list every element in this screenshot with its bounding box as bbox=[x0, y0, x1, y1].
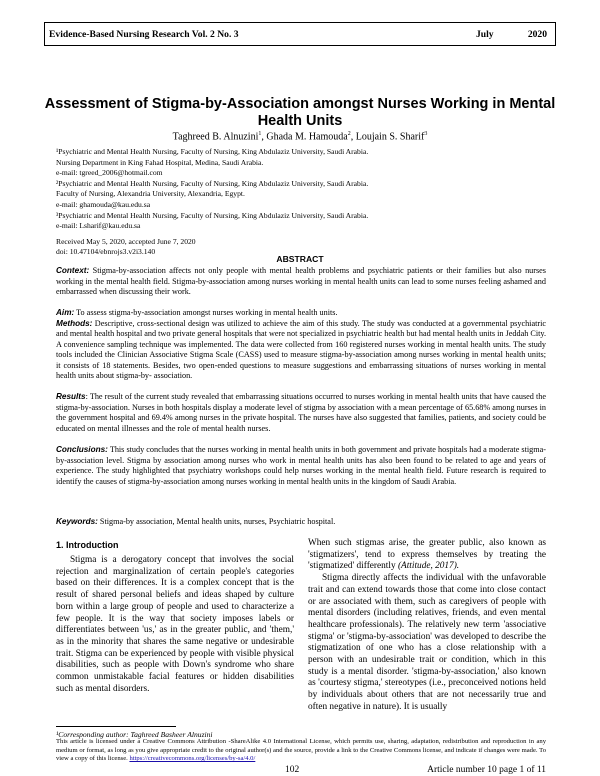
affiliation-line: ³Psychiatric and Mental Health Nursing, Faculty of Nursing, King Abdulaziz University, Saudi Arabia. bbox=[56, 210, 369, 220]
methods-label: Methods: bbox=[56, 318, 93, 328]
intro-paragraph: Stigma directly affects the individual with the unfavorable trait and can extend towards those that come into close contact or are associated with them, such as caregivers of people with mental disorders (including relatives, friends, and even mental healthcare professionals). The relatively new term 'associative stigma' or 'stigma-by-association' was developed to describe the stigmatization of one who has a close relationship with a person with an undesirable trait or condition, which in this study is a mental disorder. 'stigma-by-association,' also known as 'courtesy stigma,' stereotypes (i.e., preconceived notions held by individuals about others that are not necessarily true and often negative in nature). It is usually bbox=[308, 573, 546, 712]
section-heading: 1. Introduction bbox=[56, 540, 119, 550]
email-link[interactable]: e-mail: Lsharif@kau.edu.sa bbox=[56, 221, 141, 231]
doi-link[interactable]: doi: 10.47104/ebnrojs3.v2i3.140 bbox=[56, 247, 156, 256]
article-title: Assessment of Stigma-by-Association amongst Nurses Working in Mental Health Units bbox=[44, 96, 556, 129]
intro-column-left bbox=[56, 555, 294, 695]
article-number: Article number 10 page 1 of 11 bbox=[427, 765, 546, 775]
affiliation-line: Nursing Department in King Fahad Hospital, Medina, Saudi Arabia. bbox=[56, 157, 264, 167]
citation-link[interactable]: (Attitude, 2017). bbox=[397, 561, 460, 572]
author-list: Taghreed B. Alnuzini$^1$, Ghada M. Hamouda$^2$, Loujain S. Sharif$^3$ bbox=[172, 131, 428, 143]
methods-text: Descriptive, cross-sectional design was utilized to achieve the aim of this study. The study was conducted at a governmental psychiatric and mental health hospital and two private general hospitals that were not specialized in psychiatric health but had mental health units in Jeddah City. A convenience sampling technique was implemented. The data were collected from 160 registered nurses working in mental health units. The study tools included the Clinician Associative Stigma Scale (CASS) used to measure stigma-by-association among nurses working in mental health units; it consists of 18 statements. Besides, two open-ended questions to measure suggestions and embarrassing situations of nurses working in mental health units about stigma-by- association. bbox=[56, 318, 546, 380]
abstract-methods bbox=[56, 319, 546, 382]
email-link[interactable]: e-mail: tgreed_2006@hotmail.com bbox=[56, 168, 163, 178]
author-1-ref: 1 bbox=[258, 131, 262, 137]
issue-month: July bbox=[476, 29, 494, 40]
author-1[interactable]: Taghreed B. Alnuzini bbox=[172, 131, 259, 143]
keywords-text: Stigma-by association, Mental health units, nurses, Psychiatric hospital. bbox=[99, 517, 336, 526]
context-label: Context: bbox=[56, 266, 90, 275]
abstract-results bbox=[56, 392, 546, 434]
page-number: 102 bbox=[285, 765, 300, 775]
aim-text: To assess stigma-by-association amongst nurses working in mental health units. bbox=[76, 308, 338, 317]
context-text: Stigma-by-association affects not only people with mental health problems and psychiatric patients or their families but also nurses working in the mental health field. Stigma-by-association among nurses working in mental health units can lead to some nurses feeling ashamed and embarrassed when discussing their work. bbox=[56, 266, 546, 296]
author-3[interactable]: Loujain S. Sharif bbox=[355, 131, 425, 143]
license-text bbox=[56, 738, 546, 764]
results-text: : The result of the current study revealed that embarrassing situations occurred to nurses working in mental health units that have caused the stigma-by-association. Nurses in both hospitals display a moderate level of stigma by association with a mean percentage of 65.68% among nurses in the government hospital and 69.4% among nurses in the private hospital. The nurses have also suggested that families, patients, and society could be educated on mental illnesses and the role of mental health nurses. bbox=[56, 392, 546, 433]
email-link[interactable]: e-mail: ghamouda@kau.edu.sa bbox=[56, 200, 151, 209]
journal-name: Evidence-Based Nursing Research Vol. 2 No. 3 bbox=[49, 29, 239, 40]
corresponding-author: ¹Corresponding author: Taghreed Basheer Alnuzini bbox=[56, 730, 213, 739]
author-2-ref: 2 bbox=[347, 131, 351, 137]
intro-paragraph: Stigma is a derogatory concept that involves the social rejection and marginalization of certain people's categories based on their differences. It is a complex concept that is the result of shared personal beliefs and ideas shaped by culture born within a large group of people and used to characterize a few people. It is the way that society imposes labels or differentiates between 'us,' as in the greater public, and 'them,' as in the minority that shares the same negative or undesirable trait. Stigma can be experienced by people with visible physical disabilities, such as people with Down's syndrome who share common unmistakable facial features or hidden disabilities such as mental disorders. bbox=[56, 555, 294, 694]
footnote-divider bbox=[56, 726, 176, 727]
intro-paragraph bbox=[308, 538, 546, 573]
abstract-context bbox=[56, 266, 546, 298]
abstract-heading: ABSTRACT bbox=[276, 254, 324, 264]
abstract-conclusions bbox=[56, 445, 546, 487]
conclusions-label: Conclusions: bbox=[56, 445, 108, 454]
received-dates: Received May 5, 2020, accepted June 7, 2020 bbox=[56, 237, 196, 246]
abstract-aim bbox=[56, 308, 546, 319]
license-statement: This article is licensed under a Creative Commons Attribution -ShareAlike 4.0 International License, which permits use, sharing, adaptation, redistribution and reproduction in any medium or format, as long as you give appropriate credit to the original author(s) and the source, provide a link to the Creative Commons license, and indicate if changes were made. To view a copy of this license. bbox=[56, 738, 546, 762]
affiliation-line: Faculty of Nursing, Alexandria University, Alexandria, Egypt. bbox=[56, 189, 245, 199]
license-link[interactable]: https://creativecommons.org/licenses/by-sa/4.0/ bbox=[129, 755, 256, 762]
affiliation-line: ²Psychiatric and Mental Health Nursing, Faculty of Nursing, King Abdulaziz University, Saudi Arabia. bbox=[56, 178, 369, 188]
aim-label: Aim: bbox=[56, 308, 75, 317]
author-3-ref: 3 bbox=[424, 131, 428, 137]
issue-year: 2020 bbox=[527, 29, 547, 40]
intro-column-right bbox=[308, 538, 546, 714]
intro-text: When such stigmas arise, the greater public, also known as 'stigmatizers', tend to express themselves by treating the 'stigmatized' differently bbox=[308, 538, 546, 572]
keywords-label: Keywords: bbox=[56, 517, 98, 526]
conclusions-text: This study concludes that the nurses working in mental health units in both government and private hospitals had a moderate stigma-by-association level. Stigma by association among nurses who work in mental health units has also been found to be related to age and years of experience. The study highlighted that psychiatry workshops could help nurses working in the mental health field. Future research is required to identify the causes of stigma-by-association among nurses working in mental health units in the kingdom of Saudi Arabia. bbox=[56, 445, 546, 486]
author-2[interactable]: Ghada M. Hamouda bbox=[266, 131, 348, 143]
affiliation-line: ¹Psychiatric and Mental Health Nursing, Faculty of Nursing, King Abdulaziz University, Saudi Arabia. bbox=[56, 147, 369, 156]
running-header bbox=[44, 22, 556, 46]
results-label: Results bbox=[56, 392, 86, 401]
keywords bbox=[56, 517, 546, 528]
